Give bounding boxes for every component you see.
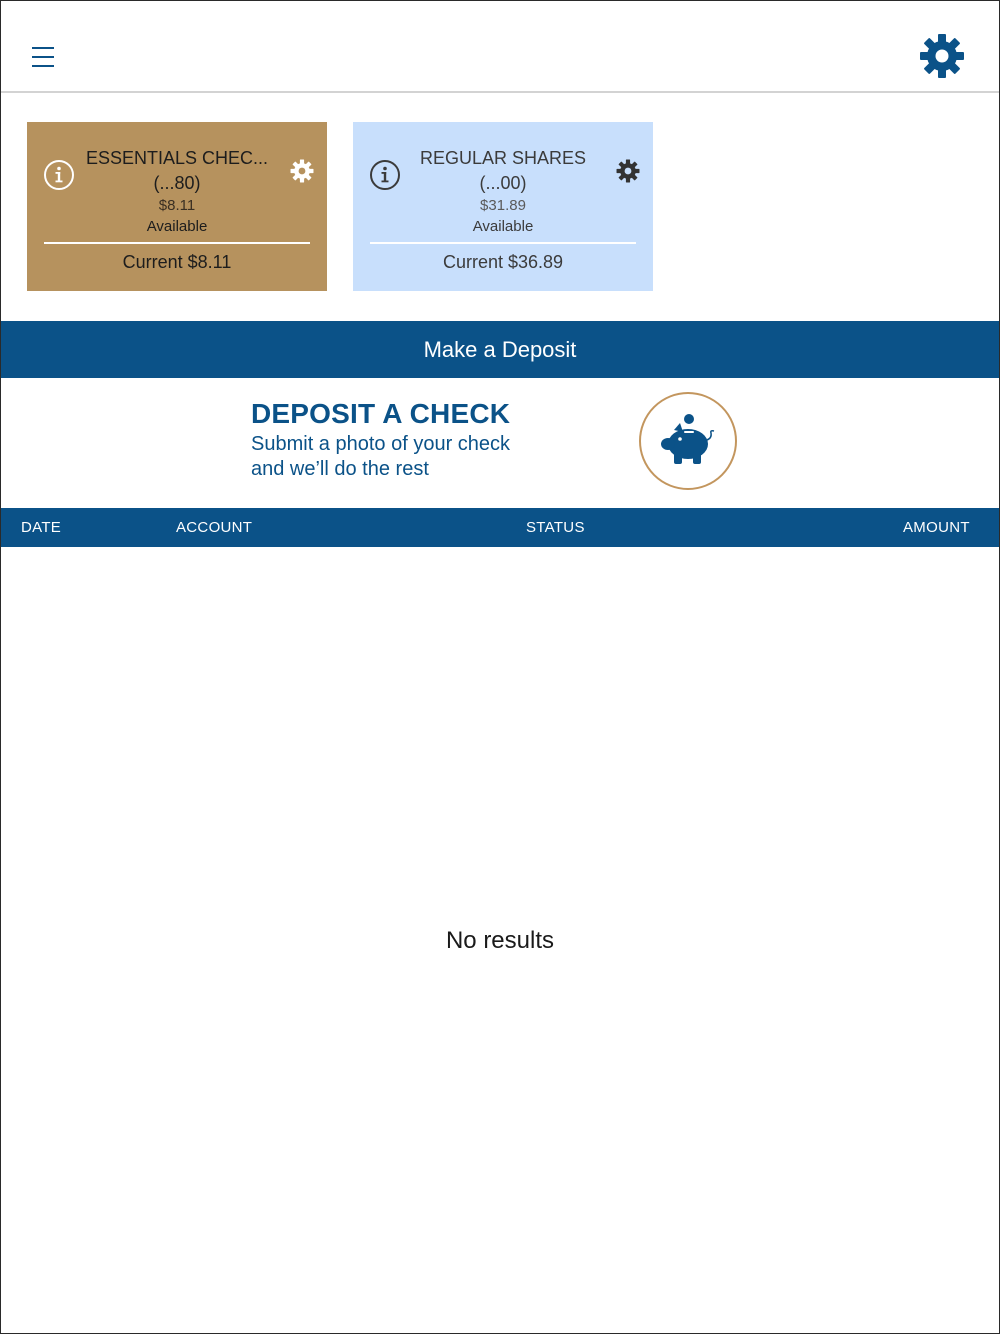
info-icon[interactable] bbox=[43, 159, 75, 191]
gear-icon[interactable] bbox=[919, 33, 965, 79]
column-header-status[interactable]: STATUS bbox=[526, 519, 585, 536]
available-balance: $8.11 bbox=[158, 197, 196, 214]
promo-subtitle-line-1: Submit a photo of your check bbox=[251, 433, 511, 455]
promo-subtitle-line-2: and we’ll do the rest bbox=[251, 458, 429, 480]
promo-title: DEPOSIT A CHECK bbox=[251, 398, 511, 429]
current-balance: Current $8.11 bbox=[122, 252, 232, 272]
deposits-table-header bbox=[1, 508, 999, 547]
account-number-mask: (...80) bbox=[153, 173, 201, 193]
current-balance: Current $36.89 bbox=[442, 252, 564, 272]
card-divider bbox=[370, 242, 636, 244]
account-card-regular-shares[interactable] bbox=[353, 122, 653, 291]
account-name: REGULAR SHARES bbox=[419, 148, 587, 168]
available-label: Available bbox=[472, 218, 534, 235]
make-a-deposit-bar[interactable] bbox=[1, 321, 999, 378]
account-card-essentials-checking[interactable] bbox=[27, 122, 327, 291]
top-bar bbox=[1, 1, 999, 93]
account-settings-gear-icon[interactable] bbox=[616, 159, 640, 183]
account-number-mask: (...00) bbox=[479, 173, 527, 193]
make-a-deposit-label: Make a Deposit bbox=[423, 336, 577, 362]
available-label: Available bbox=[146, 218, 208, 235]
deposit-check-promo[interactable] bbox=[1, 378, 999, 508]
hamburger-menu-icon[interactable] bbox=[32, 47, 56, 69]
column-header-amount[interactable]: AMOUNT bbox=[903, 519, 970, 536]
column-header-date[interactable]: DATE bbox=[21, 519, 62, 536]
account-name: ESSENTIALS CHEC... bbox=[85, 148, 269, 168]
piggy-bank-icon[interactable] bbox=[639, 392, 737, 490]
available-balance: $31.89 bbox=[480, 197, 526, 214]
info-icon[interactable] bbox=[369, 159, 401, 191]
column-header-account[interactable]: ACCOUNT bbox=[176, 519, 253, 536]
account-settings-gear-icon[interactable] bbox=[290, 159, 314, 183]
empty-state-message: No results bbox=[445, 927, 555, 954]
card-divider bbox=[44, 242, 310, 244]
